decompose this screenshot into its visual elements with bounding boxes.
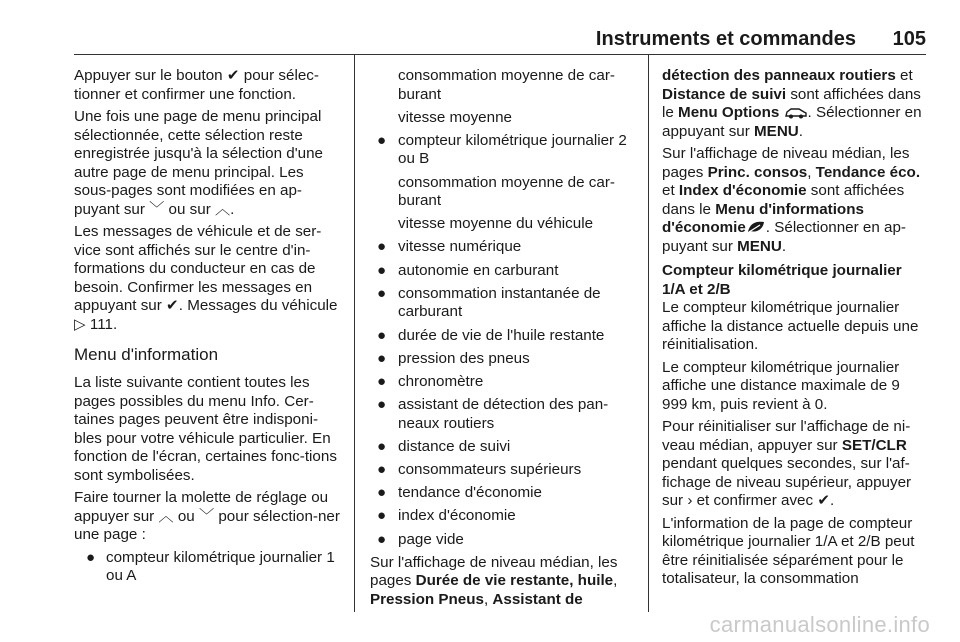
bullet-icon: ● <box>377 460 387 478</box>
section-heading: Menu d'information <box>74 345 219 364</box>
eco-leaf-icon <box>746 220 766 234</box>
check-icon: ✔ <box>226 67 240 84</box>
bullet-icon: ● <box>377 261 387 279</box>
list-item: ● vitesse numérique <box>377 238 522 256</box>
paragraph: Le compteur kilométrique journalier affiche une distance maximale de 9 999 km, puis revient à 0. <box>662 358 900 413</box>
paragraph: Une fois une page de menu principal sélectionnée, cette sélection reste enregistrée jusqu'à la sélection d'une autre page de menu principal. Les sous-pages sont modifiées en ap-puyant sur ﹀ ou sur ︿. <box>74 108 323 218</box>
list-item: ● distance de suivi <box>377 437 511 455</box>
list-subitem: vitesse moyenne du véhicule <box>398 215 594 233</box>
list-item: ● chronomètre <box>377 372 484 390</box>
check-icon: ✔ <box>817 492 831 509</box>
page-title: Instruments et commandes <box>595 28 856 50</box>
info-page-list <box>74 549 342 586</box>
bullet-icon: ● <box>86 548 96 566</box>
paragraph: Sur l'affichage de niveau médian, les pages Princ. consos, Tendance éco. et Index d'économie sont affichées dans le Menu d'informations d'économie . Sélectionner en ap-puyant sur MENU. <box>662 145 921 255</box>
subsection-heading: Compteur kilométrique journalier 1/A et 2/B <box>662 262 902 298</box>
paragraph: La liste suivante contient toutes les pages possibles du menu Info. Cer-taines pages peuvent être indisponi-bles pour votre véhicule particulier. En fonction de l'écran, certaines fonc-tions sont symbolisées. <box>74 374 337 484</box>
page-number: 105 <box>892 28 926 50</box>
info-page-list <box>370 67 636 549</box>
list-subitem: consommation moyenne de car-burant <box>398 173 615 210</box>
bullet-icon: ● <box>377 437 387 455</box>
list-subitem: consommation moyenne de car-burant <box>398 67 615 103</box>
chevron-right-icon: › <box>687 492 693 509</box>
paragraph: Le compteur kilométrique journalier affiche la distance actuelle depuis une réinitialisation. <box>662 299 919 353</box>
paragraph: Pour réinitialiser sur l'affichage de ni-veau médian, appuyer sur SET/CLR pendant quelques secondes, sur l'af-fichage de niveau supérieur, appuyer sur › et confirmer avec ✔. <box>662 418 912 509</box>
paragraph: Appuyer sur le bouton ✔ pour sélec-tionner et confirmer une fonction. <box>74 67 319 103</box>
paragraph: L'information de la page de compteur kilométrique journalier 1/A et 2/B peut être réinitialisée séparément pour le totalisateur, la consommation <box>662 514 915 587</box>
list-item: ● consommateurs supérieurs <box>377 460 582 478</box>
bullet-icon: ● <box>377 284 387 302</box>
paragraph: Sur l'affichage de niveau médian, les pages Durée de vie restante, huile, Pression Pneus, Assistant de <box>370 553 618 608</box>
list-item: ● autonomie en carburant <box>377 261 559 279</box>
column-2 <box>370 67 636 613</box>
check-icon: ✔ <box>166 297 179 314</box>
bullet-icon: ● <box>377 507 387 525</box>
chevron-down-icon: ﹀ <box>149 200 165 218</box>
list-item: ● page vide <box>377 530 464 548</box>
arrow-reference-icon: ▷ <box>74 315 86 333</box>
column-1 <box>74 67 342 590</box>
list-item: ● index d'économie <box>377 507 516 525</box>
header-rule <box>74 54 926 55</box>
paragraph: détection des panneaux routiers et Distance de suivi sont affichées dans le Menu Options . Sélectionner en appuyant sur MENU. <box>662 67 922 140</box>
list-item: ● durée de vie de l'huile restante <box>377 326 605 344</box>
column-divider-1 <box>354 54 355 612</box>
bullet-icon: ● <box>377 326 387 344</box>
bullet-icon: ● <box>377 484 387 502</box>
paragraph: Les messages de véhicule et de ser-vice sont affichés sur le centre d'in-formations du conducteur en cas de besoin. Confirmer les messages en appuyant sur ✔. Messages du véhicule ▷ 111. <box>74 223 338 333</box>
column-divider-2 <box>648 54 649 612</box>
chevron-down-icon: ﹀ <box>198 507 215 525</box>
column-3 <box>662 67 928 593</box>
bullet-icon: ● <box>377 238 387 256</box>
bullet-icon: ● <box>377 372 387 390</box>
bullet-icon: ● <box>377 349 387 367</box>
watermark: carmanualsonline.info <box>709 612 930 637</box>
bullet-icon: ● <box>377 530 387 548</box>
list-item: ● compteur kilométrique journalier 1 ou A <box>86 548 335 584</box>
chevron-up-icon: ︿ <box>214 200 231 218</box>
list-subitem: vitesse moyenne <box>398 108 512 126</box>
list-item: ● compteur kilométrique journalier 2 ou B <box>377 131 627 168</box>
chevron-up-icon: ︿ <box>158 507 174 525</box>
bullet-icon: ● <box>377 131 387 149</box>
paragraph: Faire tourner la molette de réglage ou appuyer sur ︿ ou ﹀ pour sélection-ner une page : <box>74 489 340 543</box>
list-item: ● consommation instantanée de carburant <box>377 284 601 321</box>
list-item: ● pression des pneus <box>377 349 530 367</box>
page-header <box>74 28 926 54</box>
car-icon <box>784 106 808 119</box>
list-item: ● assistant de détection des pan-neaux routiers <box>377 396 609 432</box>
bullet-icon: ● <box>377 396 387 414</box>
list-item: ● tendance d'économie <box>377 484 542 502</box>
